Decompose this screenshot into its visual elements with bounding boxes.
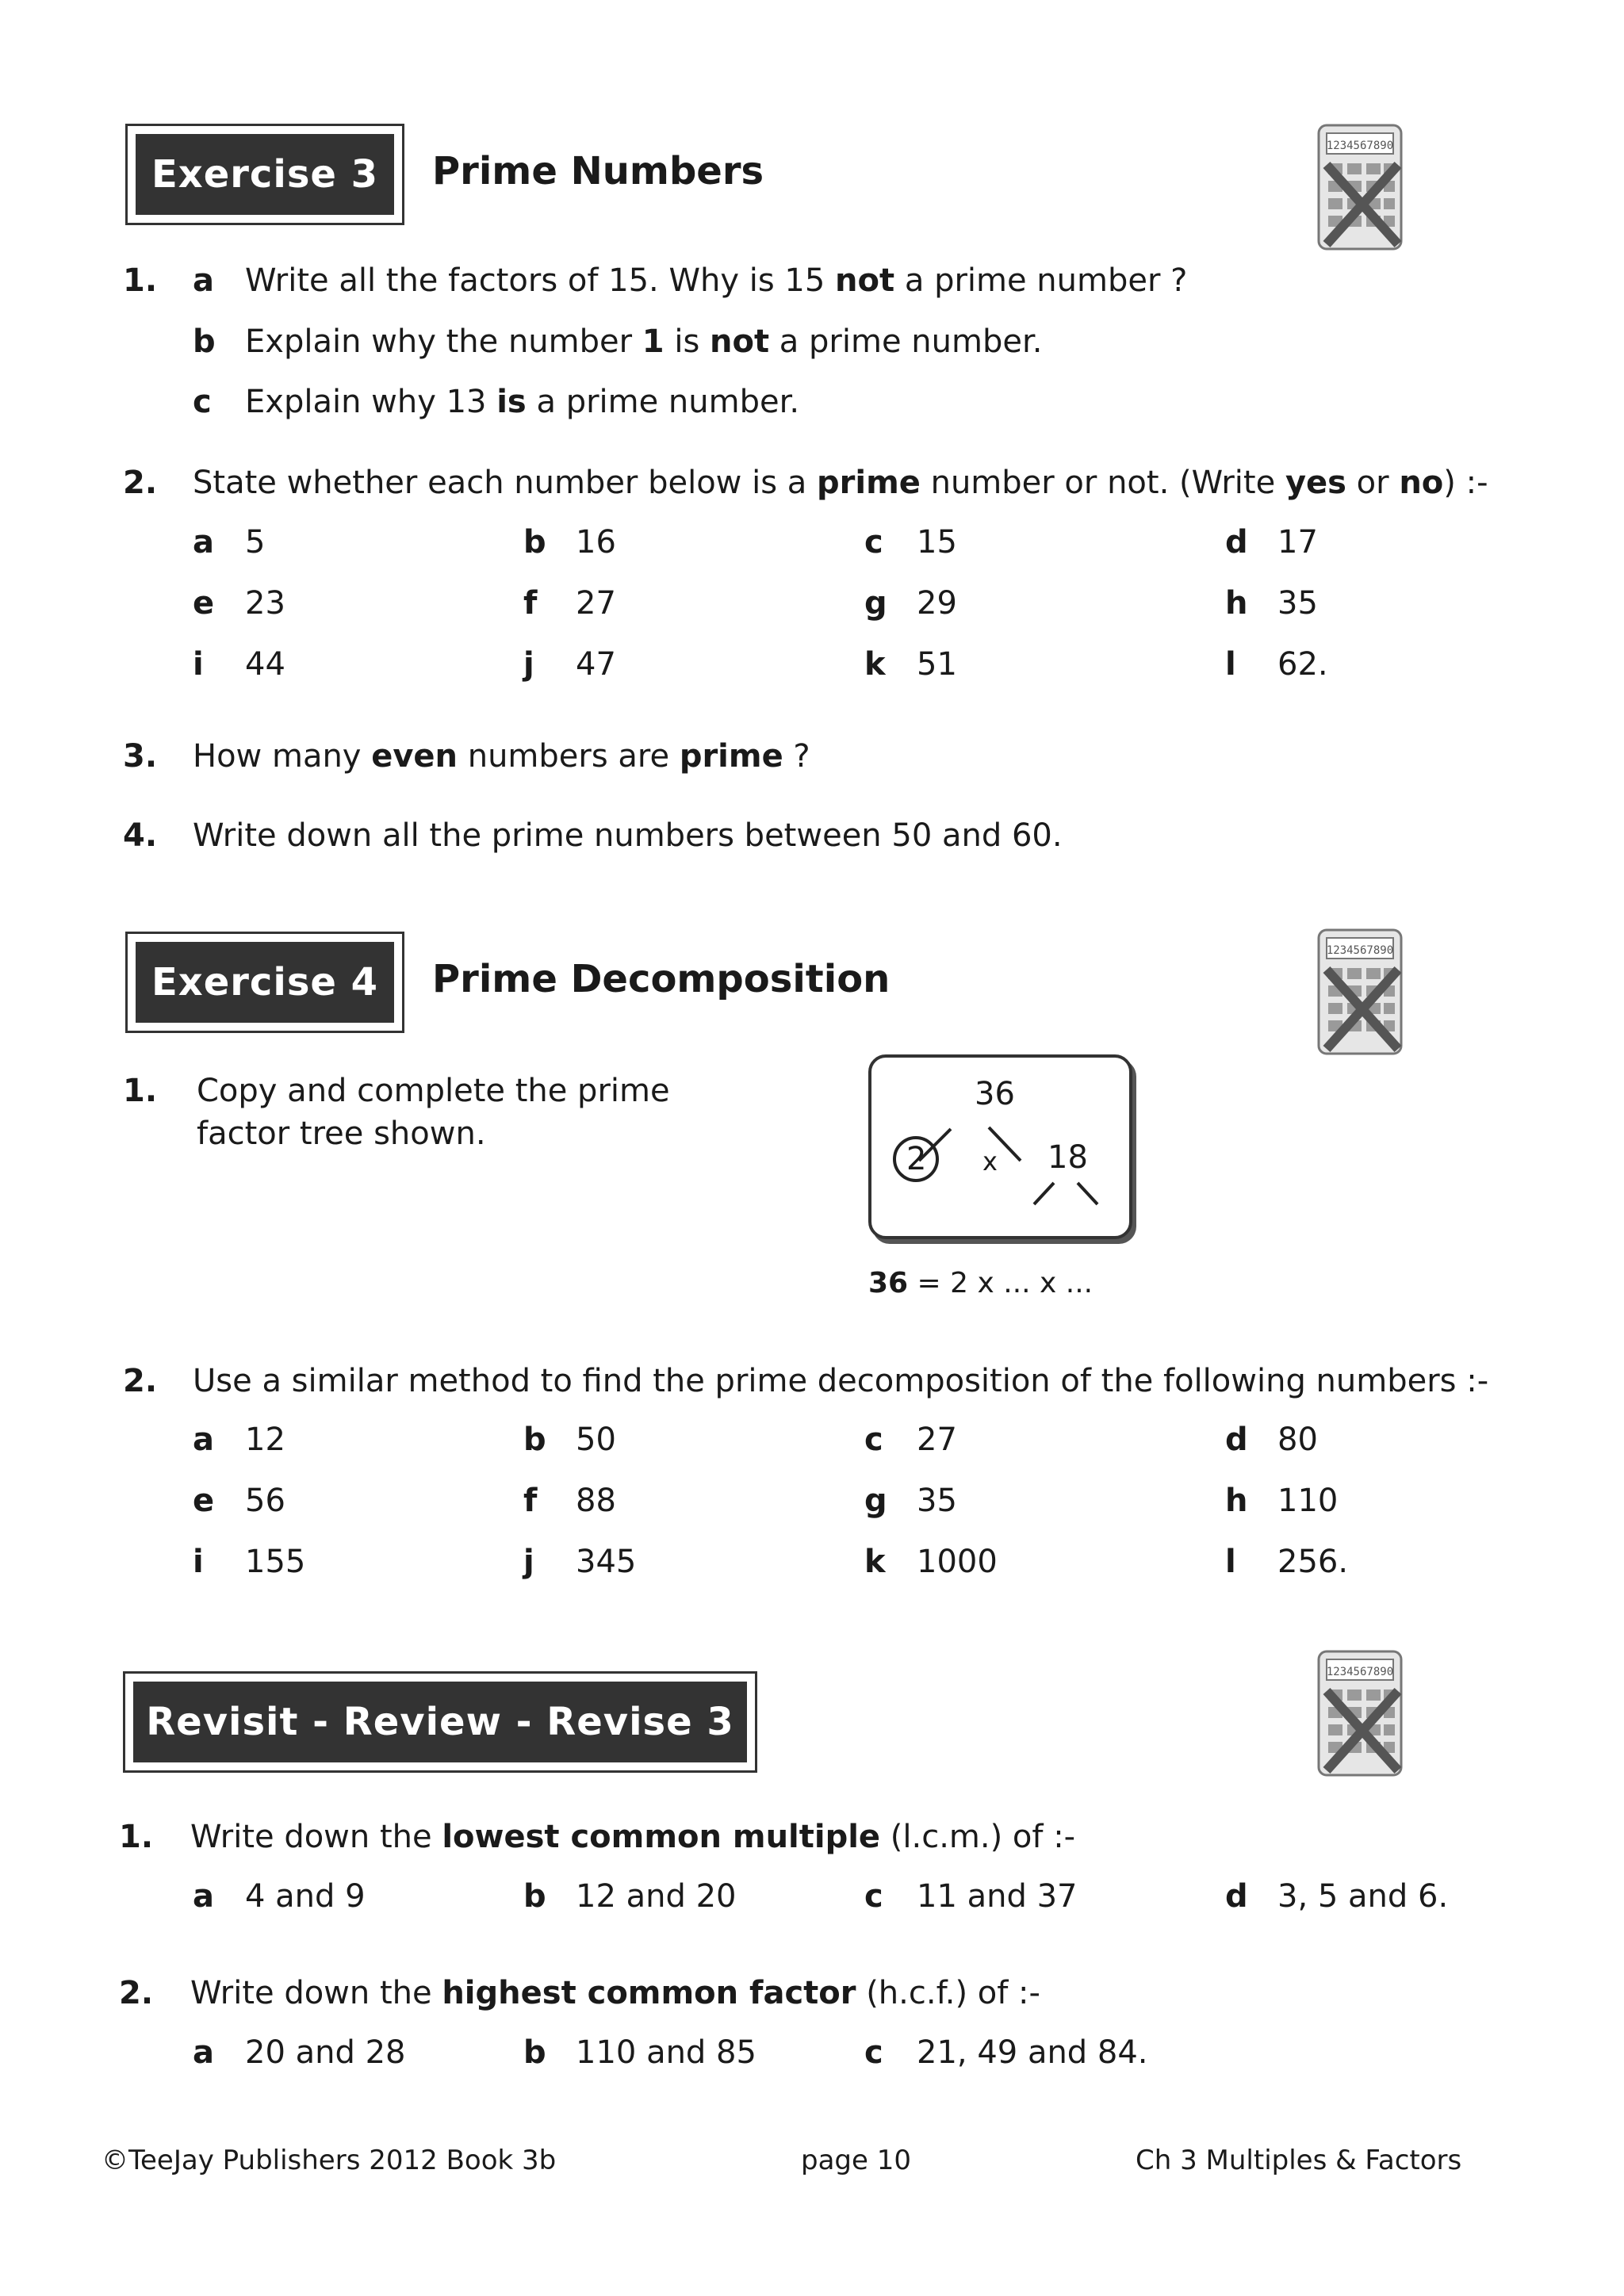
grid-item xyxy=(1225,523,1318,561)
item-letter: b xyxy=(523,524,546,561)
item-letter: b xyxy=(523,2034,546,2071)
item-value: 88 xyxy=(576,1483,616,1519)
grid-item xyxy=(523,1877,736,1915)
grid-item xyxy=(193,584,285,622)
grid-item xyxy=(864,1877,1077,1915)
item-value: 80 xyxy=(1277,1422,1318,1458)
item-letter: b xyxy=(523,1878,546,1915)
svg-text:1234567890: 1234567890 xyxy=(1326,140,1394,152)
item-letter: l xyxy=(1225,1544,1236,1580)
item-letter: c xyxy=(193,384,212,420)
item-letter: h xyxy=(1225,1483,1248,1519)
grid-item xyxy=(193,2034,405,2072)
grid-item xyxy=(864,1482,957,1520)
item-value: 110 xyxy=(1277,1483,1339,1519)
item-letter: j xyxy=(523,1544,534,1580)
factor-tree-box xyxy=(868,1054,1132,1239)
item-letter: a xyxy=(193,524,214,561)
no-calculator-icon xyxy=(1312,119,1408,254)
item-letter: d xyxy=(1225,1878,1248,1915)
ex4-q1-number: 1. xyxy=(123,1073,158,1109)
ex3-q1b: b Explain why the number 1 is not a prime number. xyxy=(193,323,1043,360)
item-value: 62. xyxy=(1277,646,1328,683)
item-value: 21, 49 and 84. xyxy=(917,2034,1148,2071)
item-value: 15 xyxy=(917,524,957,561)
grid-item xyxy=(193,1421,285,1459)
item-letter: b xyxy=(523,1422,546,1458)
grid-item xyxy=(523,584,616,622)
grid-item xyxy=(1225,645,1328,683)
item-letter: b xyxy=(193,323,216,360)
grid-item xyxy=(523,2034,756,2072)
item-letter: e xyxy=(193,1483,215,1519)
exercise-3-label-box xyxy=(125,124,404,225)
item-value: 4 and 9 xyxy=(245,1878,366,1915)
item-letter: d xyxy=(1225,524,1248,561)
ex4-q2-question: Use a similar method to find the prime decomposition of the following numbers :- xyxy=(193,1363,1489,1399)
ex4-q2-number: 2. xyxy=(123,1363,158,1399)
item-value: 56 xyxy=(245,1483,285,1519)
item-letter: k xyxy=(864,1544,886,1580)
item-letter: g xyxy=(864,585,887,622)
item-value: 16 xyxy=(576,524,616,561)
item-value: 47 xyxy=(576,646,616,683)
item-value: 3, 5 and 6. xyxy=(1277,1878,1449,1915)
grid-item xyxy=(864,523,957,561)
ex3-q1-number: 1. xyxy=(123,262,158,299)
rrr-q2-question: Write down the highest common factor (h.c.f.) of :- xyxy=(190,1975,1040,2011)
item-letter: g xyxy=(864,1483,887,1519)
item-letter: d xyxy=(1225,1422,1248,1458)
grid-item xyxy=(1225,1543,1348,1581)
grid-item xyxy=(864,584,957,622)
item-value: 23 xyxy=(245,585,285,622)
grid-item xyxy=(1225,584,1318,622)
grid-item xyxy=(864,2034,1148,2072)
item-letter: a xyxy=(193,2034,214,2071)
tree-left-value: 2 xyxy=(906,1141,927,1177)
svg-text:1234567890: 1234567890 xyxy=(1326,944,1394,957)
ex3-q4-question: Write down all the prime numbers between 50 and 60. xyxy=(193,817,1063,854)
item-letter: k xyxy=(864,646,886,683)
item-letter: c xyxy=(864,1878,883,1915)
ex3-q2-number: 2. xyxy=(123,465,158,501)
grid-item xyxy=(1225,1482,1338,1520)
item-letter: h xyxy=(1225,585,1248,622)
grid-item xyxy=(193,1482,285,1520)
item-value: 35 xyxy=(1277,585,1318,622)
item-value: 51 xyxy=(917,646,957,683)
grid-item xyxy=(523,1482,616,1520)
grid-item xyxy=(193,523,265,561)
item-letter: l xyxy=(1225,646,1236,683)
exercise-4-label: Exercise 4 xyxy=(136,942,394,1023)
ex4-q1-line1: Copy and complete the prime xyxy=(197,1073,670,1109)
item-value: 44 xyxy=(245,646,285,683)
item-value: 27 xyxy=(917,1422,957,1458)
grid-item xyxy=(1225,1877,1448,1915)
exercise-3-title: Prime Numbers xyxy=(432,149,764,193)
item-value: 12 xyxy=(245,1422,285,1458)
grid-item xyxy=(193,645,285,683)
ex3-q1c: c Explain why 13 is a prime number. xyxy=(193,384,800,420)
item-letter: e xyxy=(193,585,215,622)
item-value: 29 xyxy=(917,585,957,622)
tree-right-value: 18 xyxy=(1048,1139,1088,1176)
item-letter: c xyxy=(864,1422,883,1458)
item-letter: a xyxy=(193,1422,214,1458)
footer-page-number: page 10 xyxy=(801,2145,911,2176)
grid-item xyxy=(864,645,957,683)
tree-top-value: 36 xyxy=(975,1076,1015,1112)
grid-item xyxy=(864,1421,957,1459)
item-letter: i xyxy=(193,646,204,683)
item-value: 155 xyxy=(245,1544,306,1580)
ex3-q3-number: 3. xyxy=(123,738,158,775)
item-value: 17 xyxy=(1277,524,1318,561)
revisit-label: Revisit - Review - Revise 3 xyxy=(133,1682,747,1762)
svg-text:1234567890: 1234567890 xyxy=(1326,1666,1394,1678)
rrr-q1-question: Write down the lowest common multiple (l.c.m.) of :- xyxy=(190,1819,1076,1855)
revisit-label-box xyxy=(123,1671,757,1773)
grid-item xyxy=(523,523,616,561)
rrr-q1-number: 1. xyxy=(119,1819,154,1855)
item-value: 1000 xyxy=(917,1544,998,1580)
rrr-q2-number: 2. xyxy=(119,1975,154,2011)
item-letter: a xyxy=(193,262,214,299)
item-letter: f xyxy=(523,585,538,622)
no-calculator-icon xyxy=(1312,924,1408,1058)
exercise-4-title: Prime Decomposition xyxy=(432,957,891,1001)
grid-item xyxy=(864,1543,998,1581)
grid-item xyxy=(193,1543,305,1581)
ex4-q1-line2: factor tree shown. xyxy=(197,1115,486,1152)
item-value: 27 xyxy=(576,585,616,622)
grid-item xyxy=(523,1543,636,1581)
tree-operator: x xyxy=(982,1146,998,1177)
item-letter: c xyxy=(864,2034,883,2071)
item-value: 12 and 20 xyxy=(576,1878,737,1915)
ex3-q3-question: How many even numbers are prime ? xyxy=(193,738,810,775)
item-value: 35 xyxy=(917,1483,957,1519)
grid-item xyxy=(523,645,616,683)
exercise-4-label-box xyxy=(125,932,404,1033)
grid-item xyxy=(523,1421,616,1459)
item-letter: f xyxy=(523,1483,538,1519)
ex3-q4-number: 4. xyxy=(123,817,158,854)
item-letter: c xyxy=(864,524,883,561)
item-value: 5 xyxy=(245,524,266,561)
item-value: 50 xyxy=(576,1422,616,1458)
grid-item xyxy=(1225,1421,1318,1459)
footer-copyright: ©TeeJay Publishers 2012 Book 3b xyxy=(102,2145,557,2176)
tree-equation: 36 = 2 x ... x ... xyxy=(868,1267,1094,1299)
item-letter: a xyxy=(193,1878,214,1915)
ex3-q2-question: State whether each number below is a prime number or not. (Write yes or no) :- xyxy=(193,465,1488,501)
grid-item xyxy=(193,1877,366,1915)
item-value: 11 and 37 xyxy=(917,1878,1078,1915)
item-value: 110 and 85 xyxy=(576,2034,756,2071)
item-value: 345 xyxy=(576,1544,637,1580)
footer-chapter: Ch 3 Multiples & Factors xyxy=(1136,2145,1462,2176)
item-value: 256. xyxy=(1277,1544,1349,1580)
item-value: 20 and 28 xyxy=(245,2034,406,2071)
item-letter: i xyxy=(193,1544,204,1580)
no-calculator-icon xyxy=(1312,1645,1408,1780)
item-letter: j xyxy=(523,646,534,683)
ex3-q1a: a Write all the factors of 15. Why is 15 not a prime number ? xyxy=(193,262,1188,299)
exercise-3-label: Exercise 3 xyxy=(136,134,394,215)
